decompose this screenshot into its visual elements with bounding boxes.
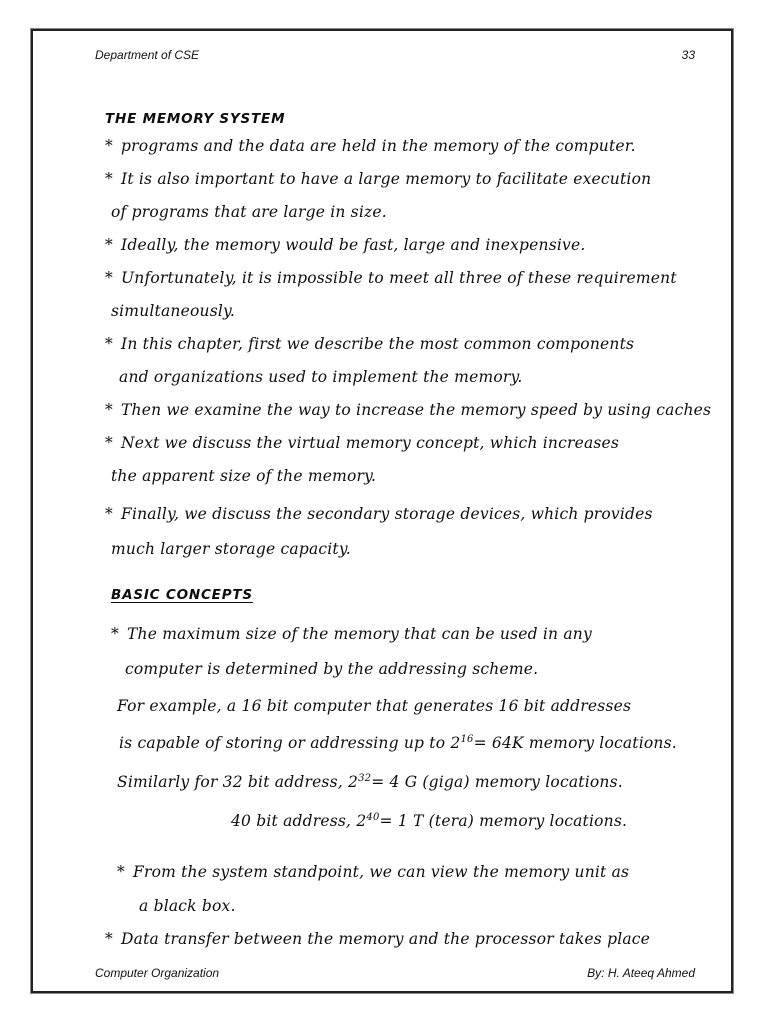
- bullet-symbol: *: [105, 930, 113, 948]
- text-line: [105, 236, 585, 254]
- text-line-content: Then we examine the way to increase the memory speed by using caches: [121, 401, 712, 419]
- footer-author: By: H. Ateeq Ahmed: [587, 966, 695, 980]
- text-line: [111, 625, 592, 643]
- text-line: much larger storage capacity.: [111, 540, 351, 558]
- text-line: [117, 773, 623, 791]
- text-line-content: 40 bit address, 2: [231, 812, 367, 831]
- text-line: and organizations used to implement the memory.: [119, 368, 523, 386]
- text-line: [105, 170, 651, 188]
- text-line: [105, 335, 634, 353]
- text-line-content: = 4 G (giga) memory locations.: [371, 773, 623, 792]
- text-line-content: Data transfer between the memory and the processor takes place: [121, 930, 651, 948]
- text-line: [105, 137, 636, 155]
- text-line: simultaneously.: [111, 302, 236, 320]
- bullet-symbol: *: [105, 434, 113, 452]
- text-line: [105, 401, 711, 419]
- text-line: For example, a 16 bit computer that generates 16 bit addresses: [117, 697, 632, 715]
- text-line: a black box.: [139, 897, 236, 915]
- text-line-content: Similarly for 32 bit address, 2: [117, 773, 359, 792]
- text-line: [105, 505, 653, 523]
- section-heading-basic-concepts: BASIC CONCEPTS: [111, 587, 253, 603]
- bullet-symbol: *: [105, 269, 113, 287]
- text-line-content: From the system standpoint, we can view the memory unit as: [133, 863, 630, 881]
- text-line-content: = 1 T (tera) memory locations.: [379, 812, 628, 831]
- text-line-content: Next we discuss the virtual memory concept, which increases: [121, 434, 620, 452]
- section-heading-memory-system: THE MEMORY SYSTEM: [105, 111, 286, 127]
- text-line-content: = 64K memory locations.: [473, 734, 677, 753]
- bullet-symbol: *: [105, 137, 113, 155]
- bullet-symbol: *: [105, 401, 113, 419]
- text-line-content: In this chapter, first we describe the most common components: [121, 335, 635, 353]
- bullet-symbol: *: [105, 170, 113, 188]
- exponent: 32: [358, 773, 372, 784]
- text-line: the apparent size of the memory.: [111, 467, 377, 485]
- text-line: computer is determined by the addressing scheme.: [125, 660, 539, 678]
- text-line: [117, 863, 629, 881]
- exponent: 40: [366, 812, 380, 823]
- bullet-symbol: *: [105, 236, 113, 254]
- text-line-content: Ideally, the memory would be fast, large and inexpensive.: [121, 236, 586, 254]
- text-line: [105, 434, 619, 452]
- bullet-symbol: *: [105, 505, 113, 523]
- header-department: Department of CSE: [95, 48, 200, 62]
- text-line-content: programs and the data are held in the memory of the computer.: [121, 137, 636, 155]
- footer-course: Computer Organization: [95, 966, 220, 980]
- exponent: 16: [460, 734, 474, 745]
- text-line-content: is capable of storing or addressing up to 2: [119, 734, 461, 753]
- header-page-number: 33: [681, 48, 695, 62]
- page-frame: [31, 29, 733, 993]
- text-line: [231, 812, 627, 830]
- text-line-content: Finally, we discuss the secondary storage devices, which provides: [121, 505, 653, 523]
- bullet-symbol: *: [117, 863, 125, 881]
- bullet-symbol: *: [111, 625, 119, 643]
- text-line-content: It is also important to have a large memory to facilitate execution: [121, 170, 652, 188]
- text-line-content: Unfortunately, it is impossible to meet all three of these requirement: [121, 269, 677, 287]
- text-line: [119, 734, 677, 752]
- text-line: [105, 930, 650, 948]
- text-line-content: The maximum size of the memory that can be used in any: [127, 625, 592, 643]
- bullet-symbol: *: [105, 335, 113, 353]
- text-line: of programs that are large in size.: [111, 203, 387, 221]
- text-line: [105, 269, 677, 287]
